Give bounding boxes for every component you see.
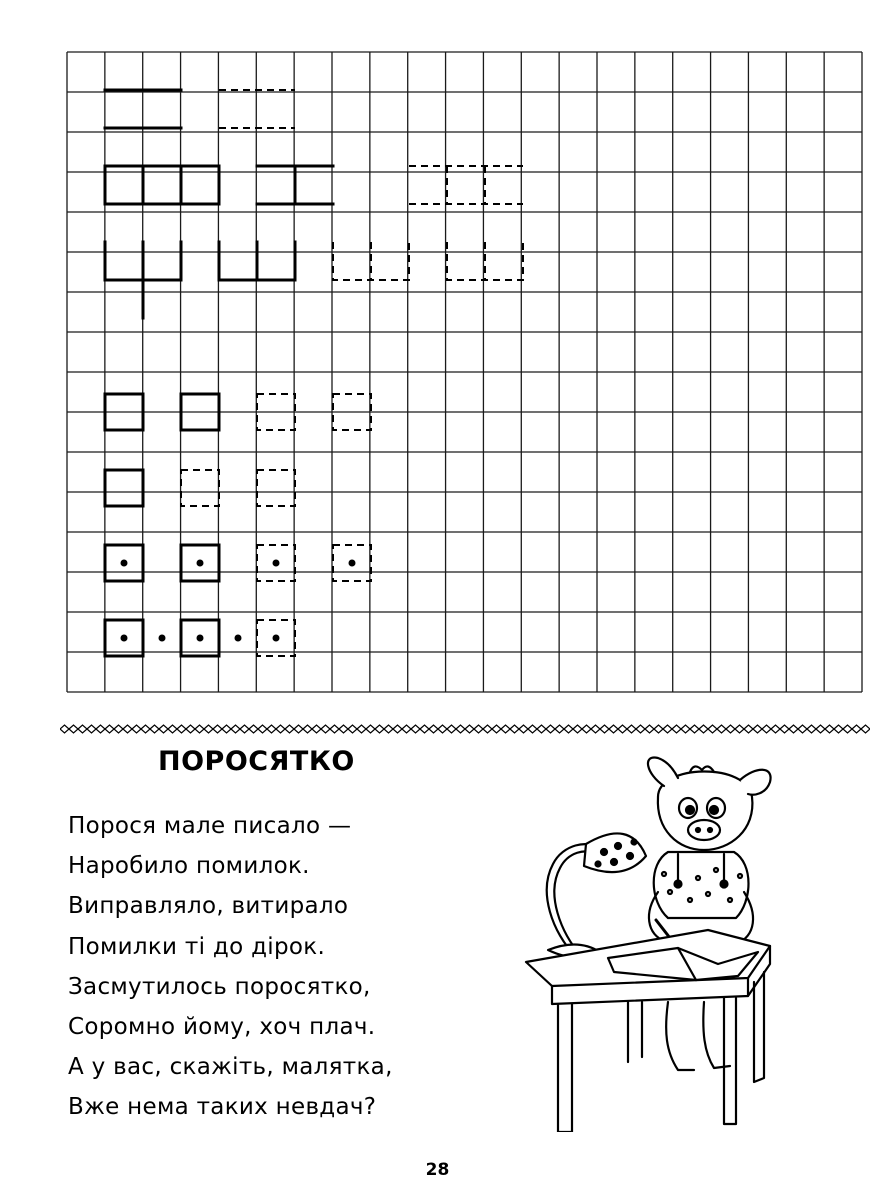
poem-line: Вже нема таких невдач? <box>68 1094 377 1121</box>
sample-square <box>105 470 143 506</box>
pig-at-desk-icon <box>518 752 778 1132</box>
poem-line: Помилки ті до дірок. <box>68 933 326 960</box>
poem-line: Порося мале писало — <box>68 813 352 839</box>
trace-line-pattern <box>219 90 295 128</box>
trace-square <box>181 470 219 506</box>
trace-stepped-border-pattern <box>333 242 523 280</box>
poem-line: Засмутилось поросятко, <box>68 973 371 1000</box>
poem-line: Виправляло, витирало <box>68 893 349 920</box>
trace-patterns <box>181 90 523 656</box>
page-number: 28 <box>425 1160 450 1180</box>
poem-title: ПОРОСЯТКО <box>158 746 355 777</box>
poem-line: Соромно йому, хоч плач. <box>68 1014 376 1041</box>
trace-square <box>257 470 295 506</box>
decorative-divider <box>60 722 870 736</box>
grid-lines <box>67 52 862 692</box>
sample-stepped-border-pattern <box>105 242 295 318</box>
poem-line: Наробило помилок. <box>68 853 310 880</box>
poem-line: А у вас, скажіть, малятка, <box>68 1054 393 1081</box>
poem-text <box>68 806 393 1128</box>
